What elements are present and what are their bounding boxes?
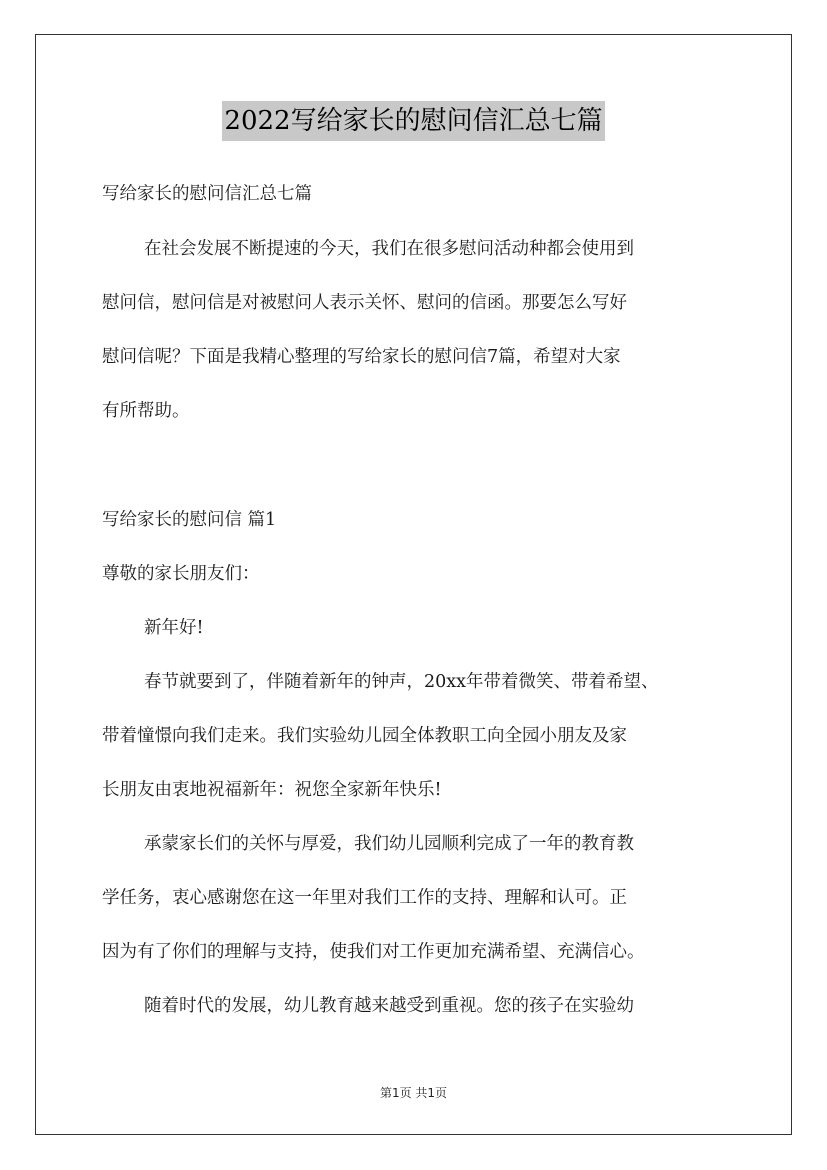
section-heading: 写给家长的慰问信 篇1 (102, 510, 277, 530)
intro-line: 在社会发展不断提速的今天，我们在很多慰问活动种都会使用到 (144, 239, 634, 259)
paragraph-line: 长朋友由衷地祝福新年：祝您全家新年快乐! (102, 780, 442, 800)
salutation: 尊敬的家长朋友们： (102, 564, 260, 584)
document-title: 2022写给家长的慰问信汇总七篇 (222, 101, 604, 141)
title-container (0, 101, 827, 141)
paragraph-line: 承蒙家长们的关怀与厚爱，我们幼儿园顺利完成了一年的教育教 (144, 834, 634, 854)
paragraph-line: 春节就要到了，伴随着新年的钟声，20xx年带着微笑、带着希望、 (144, 672, 659, 692)
paragraph-line: 学任务，衷心感谢您在这一年里对我们工作的支持、理解和认可。正 (102, 888, 627, 908)
page-footer: 第1页 共1页 (379, 1086, 448, 1100)
paragraph-line: 带着憧憬向我们走来。我们实验幼儿园全体教职工向全园小朋友及家 (102, 726, 627, 746)
intro-line: 慰问信呢？下面是我精心整理的写给家长的慰问信7篇，希望对大家 (102, 347, 621, 367)
intro-line: 有所帮助。 (102, 401, 190, 421)
paragraph-line: 随着时代的发展，幼儿教育越来越受到重视。您的孩子在实验幼 (144, 996, 634, 1016)
subtitle: 写给家长的慰问信汇总七篇 (102, 184, 312, 204)
greeting: 新年好! (144, 618, 204, 638)
intro-line: 慰问信，慰问信是对被慰问人表示关怀、慰问的信函。那要怎么写好 (102, 293, 627, 313)
paragraph-line: 因为有了你们的理解与支持，使我们对工作更加充满希望、充满信心。 (102, 942, 645, 962)
